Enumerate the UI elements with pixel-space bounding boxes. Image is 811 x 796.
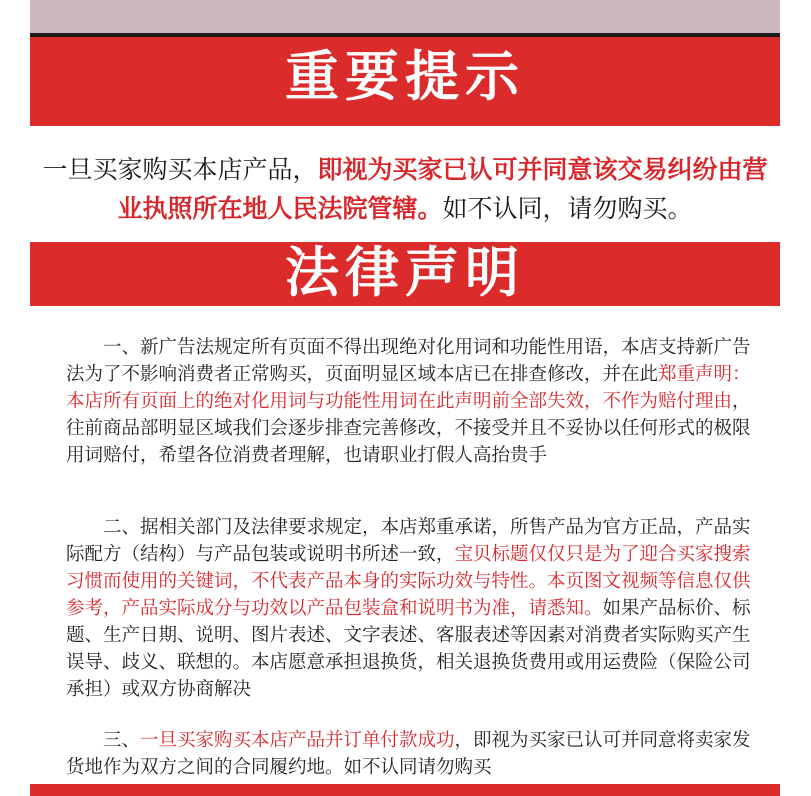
legal-section-1 [66,334,756,469]
notice-jurisdiction-red: 即视为买家已认可并同意该交易纠纷由营业执照所在地人民法院管辖。 [117,155,768,223]
legal-statement-title: 法律声明 [285,241,525,304]
legal-section-2 [66,514,756,703]
legal-statement-banner [30,242,780,306]
section1-text-a: 一、新广告法规定所有页面不得出现绝对化用词和功能性用语，本店支持新广告法为了不影响消费者正常购买，页面明显区域本店已在排查修改，并在此 [66,337,751,385]
section3-text-b: ，即视为买家已认可并同意将卖家发货地作为双方之间的合同履约地。如不认同请勿购买 [66,730,751,778]
notice-intro: 一旦买家购买本店产品， [42,155,318,184]
section2-text-red: 宝贝标题仅仅只是为了迎合买家搜索习惯而使用的关键词，不代表产品本身的实际功效与特性。本页图文视频等信息仅供参考，产品实际成分与功效以产品包装盒和说明书为准，请悉知。 [66,544,751,619]
notice-warning: 如不认同，请勿购买。 [442,194,693,223]
section1-text-b: ，往前商品部明显区域我们会逐步排查完善修改，不接受并且不妥协以任何形式的极限用词赔付，希望各位消费者理解，也请职业打假人高抬贵手 [66,391,751,466]
section3-text-a: 三、 [103,730,141,751]
important-notice-banner [30,33,780,126]
jurisdiction-notice [30,150,780,228]
section2-text-a: 二、据相关部门及法律要求规定，本店郑重承诺，所售产品为官方正品，产品实际配方（结构）与产品包装或说明书所述一致， [66,517,751,565]
section2-text-b: 如果产品标价、标题、生产日期、说明、图片表述、文字表述、客服表述等因素对消费者实际购买产生误导、歧义、联想的。本店愿意承担退换货，相关退换货费用或用运费险（保险公司承担）或双方协商解决 [66,598,751,700]
important-notice-title: 重要提示 [285,45,525,108]
top-image-strip [30,0,780,33]
section1-text-red: 郑重声明：本店所有页面上的绝对化用词与功能性用词在此声明前全部失效，不作为赔付理由 [66,364,751,412]
bottom-red-strip [30,784,780,796]
section3-text-red: 一旦买家购买本店产品并订单付款成功 [140,730,455,751]
legal-section-3 [66,727,756,781]
